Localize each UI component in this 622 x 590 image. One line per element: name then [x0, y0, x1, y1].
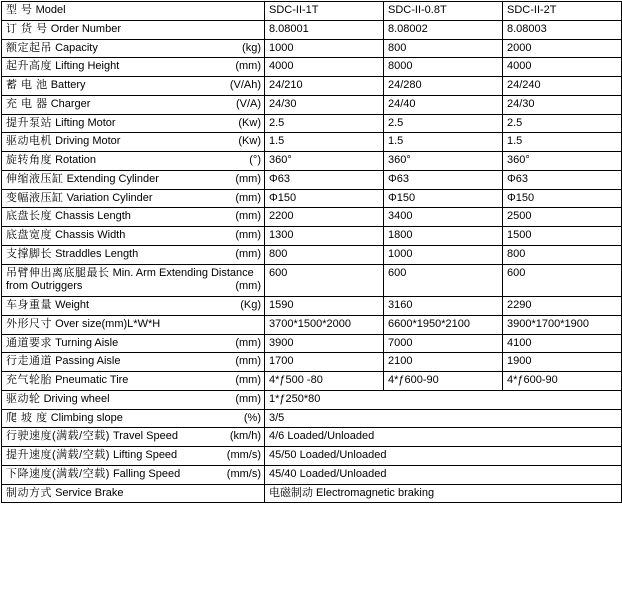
row-value-cell: 2.5 [503, 114, 622, 133]
row-label-cell [2, 465, 265, 484]
row-value-cell: 1700 [265, 353, 384, 372]
row-value-cell: Φ63 [384, 170, 503, 189]
table-row [2, 170, 622, 189]
row-label-cell [2, 353, 265, 372]
row-label-unit: (mm) [235, 280, 261, 293]
row-label-cn: 底盘长度 [6, 210, 52, 223]
row-value-cell: 4000 [265, 58, 384, 77]
row-label-cn: 底盘宽度 [6, 229, 52, 241]
row-label-cell [2, 20, 265, 39]
row-label-cn: 下降速度(满载/空载) [6, 467, 110, 480]
row-value-cell: 600 [503, 264, 622, 297]
row-label-cell [2, 208, 265, 227]
row-label-cn: 起升高度 [6, 60, 52, 73]
table-row [2, 315, 622, 334]
row-value-cell: Φ63 [265, 170, 384, 189]
row-label-cn: 驱动轮 [6, 392, 41, 405]
row-label-unit: (mm) [235, 172, 261, 185]
row-label-unit: (mm) [235, 210, 261, 223]
row-label-cell [2, 409, 265, 428]
table-row [2, 152, 622, 171]
row-label-cn: 行走通道 [6, 355, 52, 368]
row-label-cn: 爬 坡 度 [6, 411, 48, 424]
table-row [2, 2, 622, 21]
row-label-cell [2, 390, 265, 409]
row-value-cell: 3/5 [265, 409, 622, 428]
row-label-en: Capacity [55, 41, 98, 54]
row-label-cn: 驱动电机 [6, 135, 52, 148]
row-label-cell [2, 428, 265, 447]
row-label-cell [2, 189, 265, 208]
row-value-cell: 1300 [265, 227, 384, 246]
row-label-cell [2, 2, 265, 21]
row-value-cell: SDC-II-1T [265, 2, 384, 21]
row-value-cell: 7000 [384, 334, 503, 353]
row-label-en: Passing Aisle [55, 355, 121, 368]
row-value-cell: 24/40 [384, 95, 503, 114]
table-row [2, 390, 622, 409]
row-value-cell: 3400 [384, 208, 503, 227]
row-label-cn: 提升速度(满载/空载) [6, 449, 110, 461]
row-label-unit: (mm) [235, 60, 261, 73]
row-label-cn: 订 货 号 [6, 22, 48, 35]
row-label-en: Lifting Height [55, 60, 120, 73]
row-label-en: Weight [55, 299, 90, 311]
row-label-en: Order Number [50, 22, 121, 35]
table-row [2, 465, 622, 484]
row-value-cell: 8000 [384, 58, 503, 77]
row-label-en: Charger [50, 97, 91, 110]
row-label-en: Over size(mm)L*W*H [55, 317, 161, 330]
row-label-cell [2, 95, 265, 114]
row-value-cell: 360° [384, 152, 503, 171]
row-value-cell: SDC-II-0.8T [384, 2, 503, 21]
row-value-cell: 4000 [503, 58, 622, 77]
row-label-unit: (mm/s) [226, 467, 261, 480]
row-label-unit: (mm) [235, 229, 261, 241]
row-label-en: Model [35, 4, 66, 16]
row-value-cell: 24/240 [503, 77, 622, 96]
row-label-cell [2, 152, 265, 171]
table-row [2, 245, 622, 264]
row-label-en: Min. Arm Extending Distance from Outriggers [6, 266, 254, 293]
table-row [2, 264, 622, 297]
row-label-en: Chassis Length [55, 210, 131, 223]
row-value-cell: 电磁制动 Electromagnetic braking [265, 484, 622, 503]
row-value-cell: 600 [265, 264, 384, 297]
row-value-cell: Φ150 [265, 189, 384, 208]
row-value-cell: Φ150 [384, 189, 503, 208]
row-label-cell [2, 39, 265, 58]
row-value-cell: 4100 [503, 334, 622, 353]
row-label-cell [2, 58, 265, 77]
row-label-en: Extending Cylinder [66, 172, 159, 185]
row-label-cn: 充 电 器 [6, 97, 48, 110]
row-label-en: Driving wheel [43, 392, 110, 405]
row-label-unit: (mm) [235, 392, 261, 405]
table-row [2, 227, 622, 246]
row-label-cell [2, 264, 265, 297]
row-value-cell: 1900 [503, 353, 622, 372]
row-value-cell: 360° [265, 152, 384, 171]
row-label-cell [2, 334, 265, 353]
row-value-cell: 6600*1950*2100 [384, 315, 503, 334]
row-label-unit: (Kg) [240, 299, 261, 311]
row-label-unit: (Kw) [238, 116, 261, 129]
row-label-cell [2, 484, 265, 503]
row-value-cell: 24/30 [503, 95, 622, 114]
row-value-cell: 2100 [384, 353, 503, 372]
table-row [2, 372, 622, 391]
row-label-en: Service Brake [55, 486, 124, 499]
row-value-cell: 1.5 [384, 133, 503, 152]
row-value-cell: 600 [384, 264, 503, 297]
row-value-cell: 45/40 Loaded/Unloaded [265, 465, 622, 484]
table-row [2, 189, 622, 208]
row-value-cell: 1590 [265, 297, 384, 316]
row-label-unit: (Kw) [238, 135, 261, 148]
row-label-unit: (mm) [235, 191, 261, 204]
row-value-cell: 360° [503, 152, 622, 171]
row-label-unit: (kg) [242, 41, 261, 54]
row-label-cell [2, 315, 265, 334]
table-row [2, 58, 622, 77]
row-label-cell [2, 245, 265, 264]
row-value-cell: 1000 [384, 245, 503, 264]
table-row [2, 484, 622, 503]
row-label-en: Driving Motor [55, 135, 121, 148]
row-label-unit: (mm) [235, 247, 261, 260]
row-label-unit: (%) [243, 411, 261, 424]
row-value-cell: 2.5 [265, 114, 384, 133]
row-value-cell: 2500 [503, 208, 622, 227]
row-label-unit: (mm) [235, 355, 261, 368]
row-label-en: Turning Aisle [55, 336, 119, 349]
row-label-cell [2, 133, 265, 152]
row-label-en: Lifting Speed [112, 449, 178, 461]
row-value-cell: Φ150 [503, 189, 622, 208]
table-row [2, 20, 622, 39]
row-value-cell: 8.08003 [503, 20, 622, 39]
row-value-cell: 1.5 [265, 133, 384, 152]
row-label-cn: 充气轮胎 [6, 374, 52, 386]
row-label-cn: 支撑脚长 [6, 247, 52, 260]
row-value-cell: 2.5 [384, 114, 503, 133]
row-value-cell: 3900*1700*1900 [503, 315, 622, 334]
row-label-cell [2, 447, 265, 466]
row-value-cell: 45/50 Loaded/Unloaded [265, 447, 622, 466]
row-label-cn: 吊臂伸出离底腿最长 [6, 266, 110, 279]
row-label-cn: 额定起吊 [6, 41, 52, 54]
table-row [2, 39, 622, 58]
row-label-unit: (V/A) [235, 97, 261, 110]
row-label-cn: 蓄 电 池 [6, 79, 48, 91]
table-row [2, 334, 622, 353]
row-value-cell: 1*ƒ250*80 [265, 390, 622, 409]
table-row [2, 114, 622, 133]
row-value-cell: 4*ƒ600-90 [503, 372, 622, 391]
table-row [2, 447, 622, 466]
row-value-cell: 24/280 [384, 77, 503, 96]
row-value-cell: 24/210 [265, 77, 384, 96]
row-value-cell: 24/30 [265, 95, 384, 114]
row-label-cn: 通道要求 [6, 336, 52, 349]
row-label-cn: 提升泵站 [6, 116, 52, 129]
table-row [2, 428, 622, 447]
row-value-cell: 4/6 Loaded/Unloaded [265, 428, 622, 447]
row-label-cell [2, 77, 265, 96]
row-value-cell: 1800 [384, 227, 503, 246]
row-label-cell [2, 297, 265, 316]
row-value-cell: SDC-II-2T [503, 2, 622, 21]
row-label-unit: (mm/s) [226, 449, 261, 461]
row-label-cn: 型 号 [6, 4, 33, 16]
row-label-cn: 制动方式 [6, 486, 52, 499]
specification-table [1, 1, 622, 503]
row-label-unit: (mm) [235, 336, 261, 349]
row-label-cn: 行驶速度(满载/空载) [6, 430, 110, 443]
row-value-cell: 1000 [265, 39, 384, 58]
row-value-cell: 3160 [384, 297, 503, 316]
row-label-en: Falling Speed [112, 467, 181, 480]
table-row [2, 353, 622, 372]
row-value-cell: 2200 [265, 208, 384, 227]
row-label-unit: (km/h) [229, 430, 261, 443]
row-value-cell: 8.08001 [265, 20, 384, 39]
table-row [2, 133, 622, 152]
table-row [2, 95, 622, 114]
row-label-cn: 旋转角度 [6, 154, 52, 166]
row-label-en: Variation Cylinder [66, 191, 153, 204]
row-label-cell [2, 170, 265, 189]
table-row [2, 297, 622, 316]
row-value-cell: 800 [265, 245, 384, 264]
row-label-cell [2, 372, 265, 391]
row-label-en: Chassis Width [55, 229, 126, 241]
row-label-unit: (°) [249, 154, 261, 166]
row-value-cell: 3900 [265, 334, 384, 353]
row-label-en: Rotation [55, 154, 97, 166]
row-value-cell: 4*ƒ500 -80 [265, 372, 384, 391]
row-value-cell: Φ63 [503, 170, 622, 189]
row-label-cn: 伸缩液压缸 [6, 172, 64, 185]
row-value-cell: 800 [503, 245, 622, 264]
row-label-cell [2, 227, 265, 246]
row-value-cell: 2000 [503, 39, 622, 58]
row-label-en: Pneumatic Tire [55, 374, 129, 386]
row-label-cell [2, 114, 265, 133]
row-value-cell: 1.5 [503, 133, 622, 152]
row-value-cell: 8.08002 [384, 20, 503, 39]
row-label-en: Straddles Length [55, 247, 139, 260]
row-value-cell: 1500 [503, 227, 622, 246]
row-value-cell: 800 [384, 39, 503, 58]
table-row [2, 409, 622, 428]
row-label-en: Travel Speed [112, 430, 178, 443]
row-label-cn: 变幅液压缸 [6, 191, 64, 204]
table-row [2, 77, 622, 96]
specification-table-body [2, 2, 622, 503]
row-value-cell: 3700*1500*2000 [265, 315, 384, 334]
row-label-unit: (V/Ah) [229, 79, 261, 91]
row-label-en: Climbing slope [50, 411, 123, 424]
row-label-unit: (mm) [235, 374, 261, 386]
row-value-cell: 2290 [503, 297, 622, 316]
row-label-cn: 外形尺寸 [6, 317, 52, 330]
table-row [2, 208, 622, 227]
row-label-en: Lifting Motor [55, 116, 116, 129]
row-label-cn: 车身重量 [6, 299, 52, 311]
row-label-en: Battery [50, 79, 86, 91]
row-value-cell: 4*ƒ600-90 [384, 372, 503, 391]
